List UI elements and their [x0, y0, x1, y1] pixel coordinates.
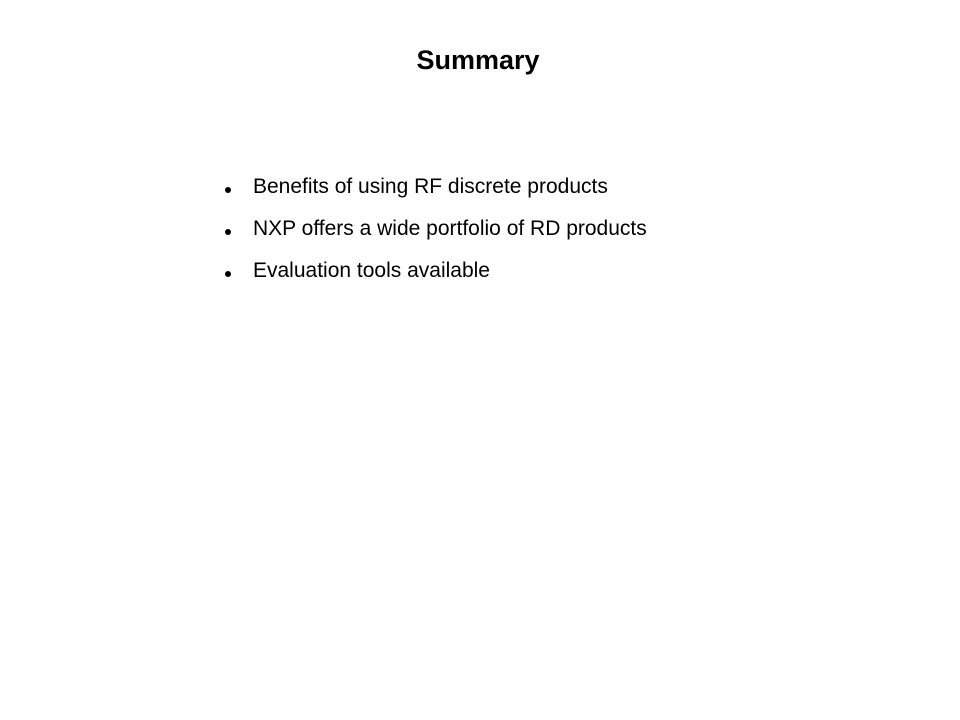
slide-title: Summary	[416, 45, 540, 75]
bullet-dot-icon	[225, 187, 231, 193]
bullet-item	[225, 258, 647, 284]
bullet-text: Benefits of using RF discrete products	[253, 175, 608, 198]
bullet-text: NXP offers a wide portfolio of RD products	[253, 217, 647, 240]
bullet-item	[225, 216, 647, 242]
bullet-dot-icon	[225, 271, 231, 277]
bullet-dot-icon	[225, 229, 231, 235]
bullet-text: Evaluation tools available	[253, 259, 490, 282]
bullet-list	[225, 174, 647, 284]
bullet-item	[225, 174, 647, 200]
